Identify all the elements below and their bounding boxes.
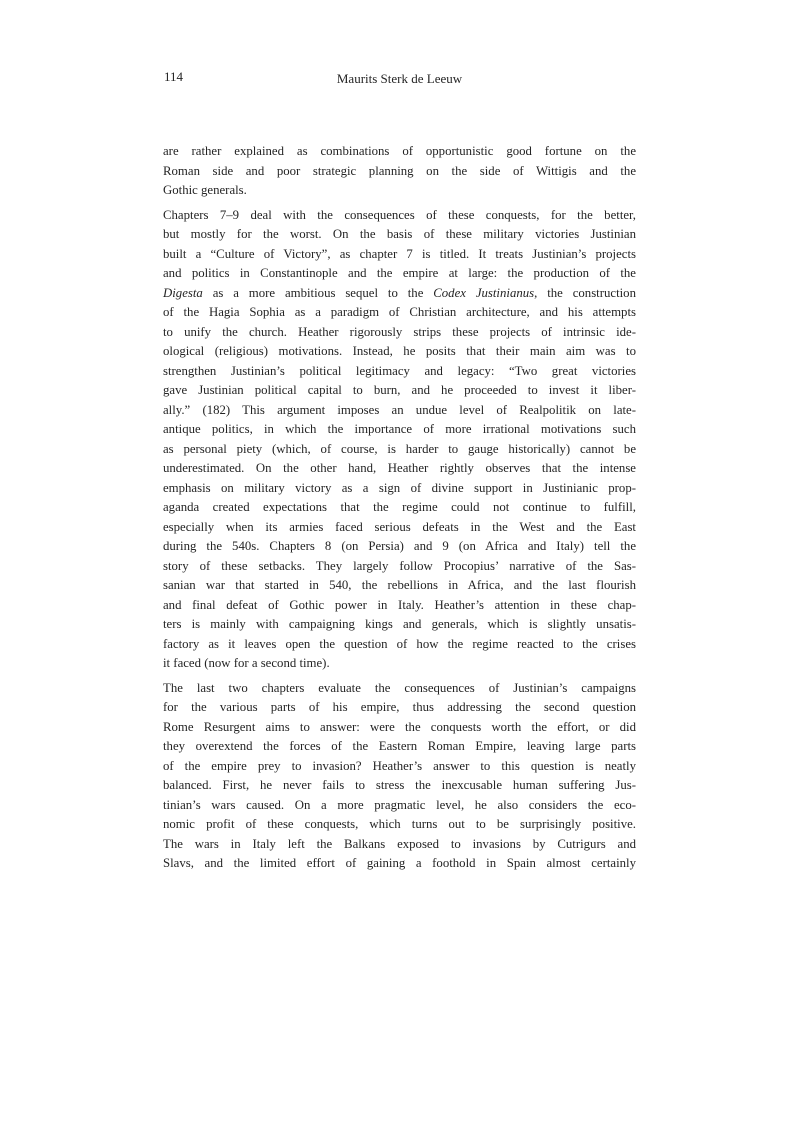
text-line: [163, 596, 636, 616]
text-line: [163, 737, 636, 757]
paragraph: [163, 679, 636, 874]
text-run: to unify the church. Heather rigorously strips these projects of intrinsic ide-: [163, 324, 636, 339]
text-line: [163, 576, 636, 596]
text-run: are rather explained as combinations of opportunistic good fortune on the: [163, 144, 636, 158]
text-line: [163, 698, 636, 718]
text-line: [163, 459, 636, 479]
text-run: Roman side and poor strategic planning on the side of Wittigis and the: [163, 163, 636, 178]
text-run: and final defeat of Gothic power in Italy. Heather’s attention in these chap-: [163, 597, 636, 612]
text-run: during the 540s. Chapters 8 (on Persia) and 9 (on Africa and Italy) tell the: [163, 539, 636, 553]
text-run: Rome Resurgent aims to answer: were the conquests worth the effort, or did: [163, 719, 636, 734]
italic-title-text: Codex Justinianus: [433, 285, 535, 300]
text-line: [163, 181, 636, 201]
text-run: tinian’s wars caused. On a more pragmatic level, he also considers the eco-: [163, 797, 636, 812]
text-run: emphasis on military victory as a sign of divine support in Justinianic prop-: [163, 480, 636, 495]
text-line: [163, 284, 636, 304]
text-run: , the construction: [534, 285, 636, 300]
text-line: [163, 142, 636, 162]
text-run: aganda created expectations that the regime could not continue to fulfill,: [163, 500, 636, 514]
text-run: strengthen Justinian’s political legitimacy and legacy: “Two great victories: [163, 363, 636, 378]
running-head: Maurits Sterk de Leeuw: [336, 71, 463, 86]
text-run: it faced (now for a second time).: [163, 656, 330, 670]
text-run: Chapters 7–9 deal with the consequences of these conquests, for the better,: [163, 207, 636, 222]
text-line: [163, 537, 636, 557]
text-run: for the various parts of his empire, thus addressing the second question: [163, 700, 636, 714]
text-run: factory as it leaves open the question of how the regime reacted to the crises: [163, 636, 636, 651]
text-line: [163, 654, 636, 674]
text-run: gave Justinian political capital to burn, and he proceeded to invest it liber-: [163, 383, 636, 397]
text-line: [163, 323, 636, 343]
text-run: especially when its armies faced serious defeats in the West and the East: [163, 519, 636, 534]
text-run: antique politics, in which the importance of more irrational motivations such: [163, 422, 636, 436]
text-line: [163, 615, 636, 635]
text-line: [163, 362, 636, 382]
text-line: [163, 854, 636, 874]
text-run: underestimated. On the other hand, Heather rightly observes that the intense: [163, 461, 636, 475]
text-line: [163, 162, 636, 182]
text-line: [163, 264, 636, 284]
text-line: [163, 420, 636, 440]
text-run: story of these setbacks. They largely follow Procopius’ narrative of the Sas-: [163, 558, 636, 573]
text-line: [163, 498, 636, 518]
text-run: but mostly for the worst. On the basis of these military victories Justinian: [163, 227, 636, 241]
text-line: [163, 245, 636, 265]
text-line: [163, 635, 636, 655]
text-run: Slavs, and the limited effort of gaining a foothold in Spain almost certainly: [163, 856, 636, 870]
text-line: [163, 381, 636, 401]
text-run: as a more ambitious sequel to the: [202, 285, 434, 300]
text-run: The last two chapters evaluate the consequences of Justinian’s campaigns: [163, 680, 636, 695]
text-run: balanced. First, he never fails to stress the inexcusable human suffering Jus-: [163, 778, 636, 792]
text-run: they overextend the forces of the Eastern Roman Empire, leaving large parts: [163, 739, 636, 753]
text-run: ters is mainly with campaigning kings and generals, which is slightly unsatis-: [163, 617, 636, 631]
text-run: ological (religious) motivations. Instead, he posits that their main aim was to: [163, 344, 636, 358]
text-line: [163, 401, 636, 421]
text-line: [163, 518, 636, 538]
italic-title-text: Digesta: [163, 285, 203, 300]
text-line: [163, 757, 636, 777]
text-line: [163, 479, 636, 499]
text-line: [163, 225, 636, 245]
text-run: ally.” (182) This argument imposes an undue level of Realpolitik on late-: [163, 402, 636, 417]
text-run: as personal piety (which, of course, is harder to gauge historically) cannot be: [163, 441, 636, 456]
text-line: [163, 342, 636, 362]
paragraph: [163, 206, 636, 674]
text-line: [163, 303, 636, 323]
text-line: [163, 206, 636, 226]
text-run: and politics in Constantinople and the empire at large: the production of the: [163, 266, 636, 280]
text-run: The wars in Italy left the Balkans exposed to invasions by Cutrigurs and: [163, 836, 636, 851]
page-header: [0, 69, 799, 87]
text-line: [163, 815, 636, 835]
page-body: [163, 142, 636, 874]
text-line: [163, 679, 636, 699]
page-number: 114: [164, 69, 184, 84]
text-run: of the empire prey to invasion? Heather’s answer to this question is neatly: [163, 758, 636, 773]
text-line: [163, 557, 636, 577]
text-line: [163, 440, 636, 460]
text-run: nomic profit of these conquests, which turns out to be surprisingly positive.: [163, 817, 636, 831]
paragraph: [163, 142, 636, 201]
text-line: [163, 718, 636, 738]
text-run: sanian war that started in 540, the rebellions in Africa, and the last flourish: [163, 578, 636, 592]
text-line: [163, 835, 636, 855]
text-run: of the Hagia Sophia as a paradigm of Christian architecture, and his attempts: [163, 305, 636, 319]
text-line: [163, 776, 636, 796]
text-run: built a “Culture of Victory”, as chapter 7 is titled. It treats Justinian’s projects: [163, 246, 636, 261]
text-run: Gothic generals.: [163, 183, 247, 197]
text-line: [163, 796, 636, 816]
